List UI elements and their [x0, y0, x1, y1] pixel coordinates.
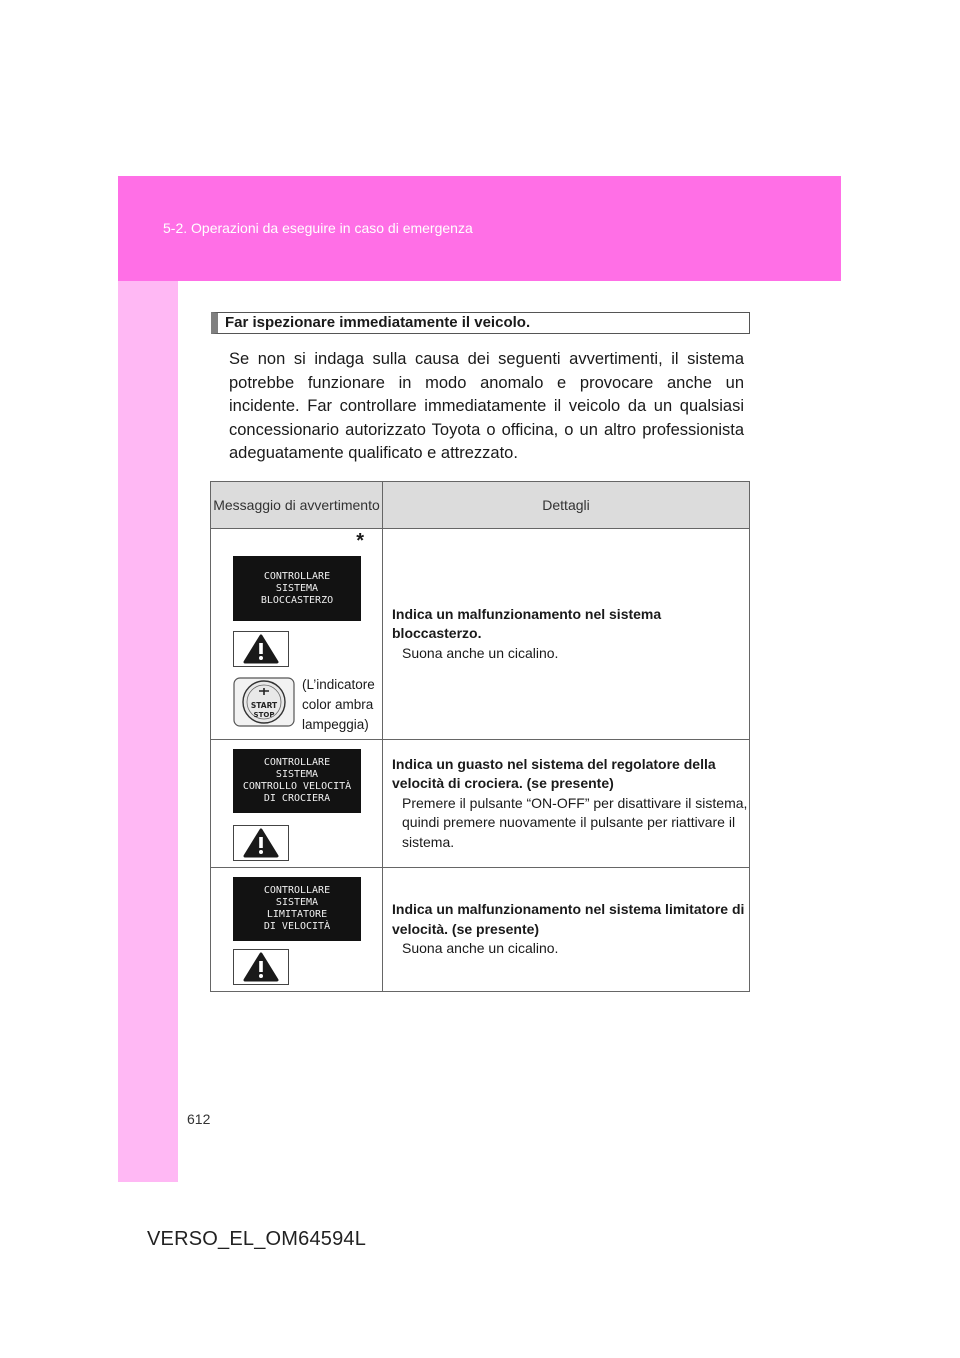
caution-text: Se non si indaga sulla causa dei seguenti avvertimenti, il sistema potrebbe funzionare in modo anomalo e provocare anche un incidente. Far controllare immediatamente il veicolo da un qualsiasi concessionario autorizzato Toyota o officina, o un altro professionista adeguatamente qualificato e attrezzato.: [229, 350, 744, 462]
column-header-details: Dettagli: [383, 482, 750, 529]
table-row: [211, 868, 750, 992]
message-display: [233, 556, 361, 621]
warning-triangle-icon: [237, 634, 285, 664]
table-header-row: [211, 482, 750, 529]
document-code: VERSO_EL_OM64594L: [147, 1228, 367, 1250]
warning-indicator: [233, 949, 289, 985]
column-header-message: Messaggio di avvertimento: [211, 482, 383, 529]
display-line: SISTEMA: [275, 582, 319, 594]
side-band: [118, 281, 178, 1182]
footnote-asterisk: *: [356, 530, 364, 552]
detail-body: Suona anche un cicalino.: [402, 940, 559, 957]
detail-title: Indica un malfunzionamento nel sistema bloccasterzo.: [392, 605, 662, 642]
warning-message-table: [210, 481, 750, 992]
warning-indicator: [233, 631, 289, 667]
message-cell: [211, 740, 383, 868]
detail-title: Indica un guasto nel sistema del regolatore della velocità di crociera. (se presente): [392, 755, 716, 792]
detail-body: Premere il pulsante “ON-OFF” per disattivare il sistema, quindi premere nuovamente il pulsante per riattivare il sistema.: [402, 794, 748, 850]
start-stop-button-icon: [233, 677, 295, 727]
display-line: DI VELOCITÀ: [263, 921, 331, 932]
message-cell: [211, 868, 383, 992]
warning-indicator: [233, 825, 289, 861]
display-line: SISTEMA: [275, 897, 319, 908]
warning-triangle-icon: [237, 952, 285, 982]
display-line: CONTROLLARE: [263, 885, 331, 896]
display-line: LIMITATORE: [266, 909, 328, 920]
detail-body: Suona anche un cicalino.: [402, 644, 559, 661]
message-display: [233, 877, 361, 941]
message-cell: [211, 529, 383, 740]
start-label: START: [250, 701, 278, 710]
display-line: CONTROLLO VELOCITÀ: [242, 781, 352, 792]
breadcrumb: 5-2. Operazioni da eseguire in caso di emergenza: [163, 220, 473, 236]
message-display: [233, 749, 361, 813]
display-line: SISTEMA: [275, 769, 319, 780]
detail-title: Indica un malfunzionamento nel sistema limitatore di velocità. (se presente): [392, 901, 745, 937]
details-cell: [383, 740, 750, 868]
table-row: [211, 740, 750, 868]
display-line: CONTROLLARE: [263, 570, 331, 582]
stop-label: STOP: [253, 711, 275, 719]
warning-triangle-icon: [237, 828, 285, 858]
amber-indicator-note: (L’indicatore color ambra lampeggia): [302, 677, 375, 732]
display-line: CONTROLLARE: [263, 757, 331, 768]
page-number: 612: [187, 1111, 211, 1127]
table-row: [211, 529, 750, 740]
display-line: DI CROCIERA: [263, 793, 331, 804]
caution-heading: Far ispezionare immediatamente il veicolo.: [211, 312, 750, 334]
details-cell: [383, 868, 750, 992]
details-cell: [383, 529, 750, 740]
display-line: BLOCCASTERZO: [260, 594, 334, 606]
